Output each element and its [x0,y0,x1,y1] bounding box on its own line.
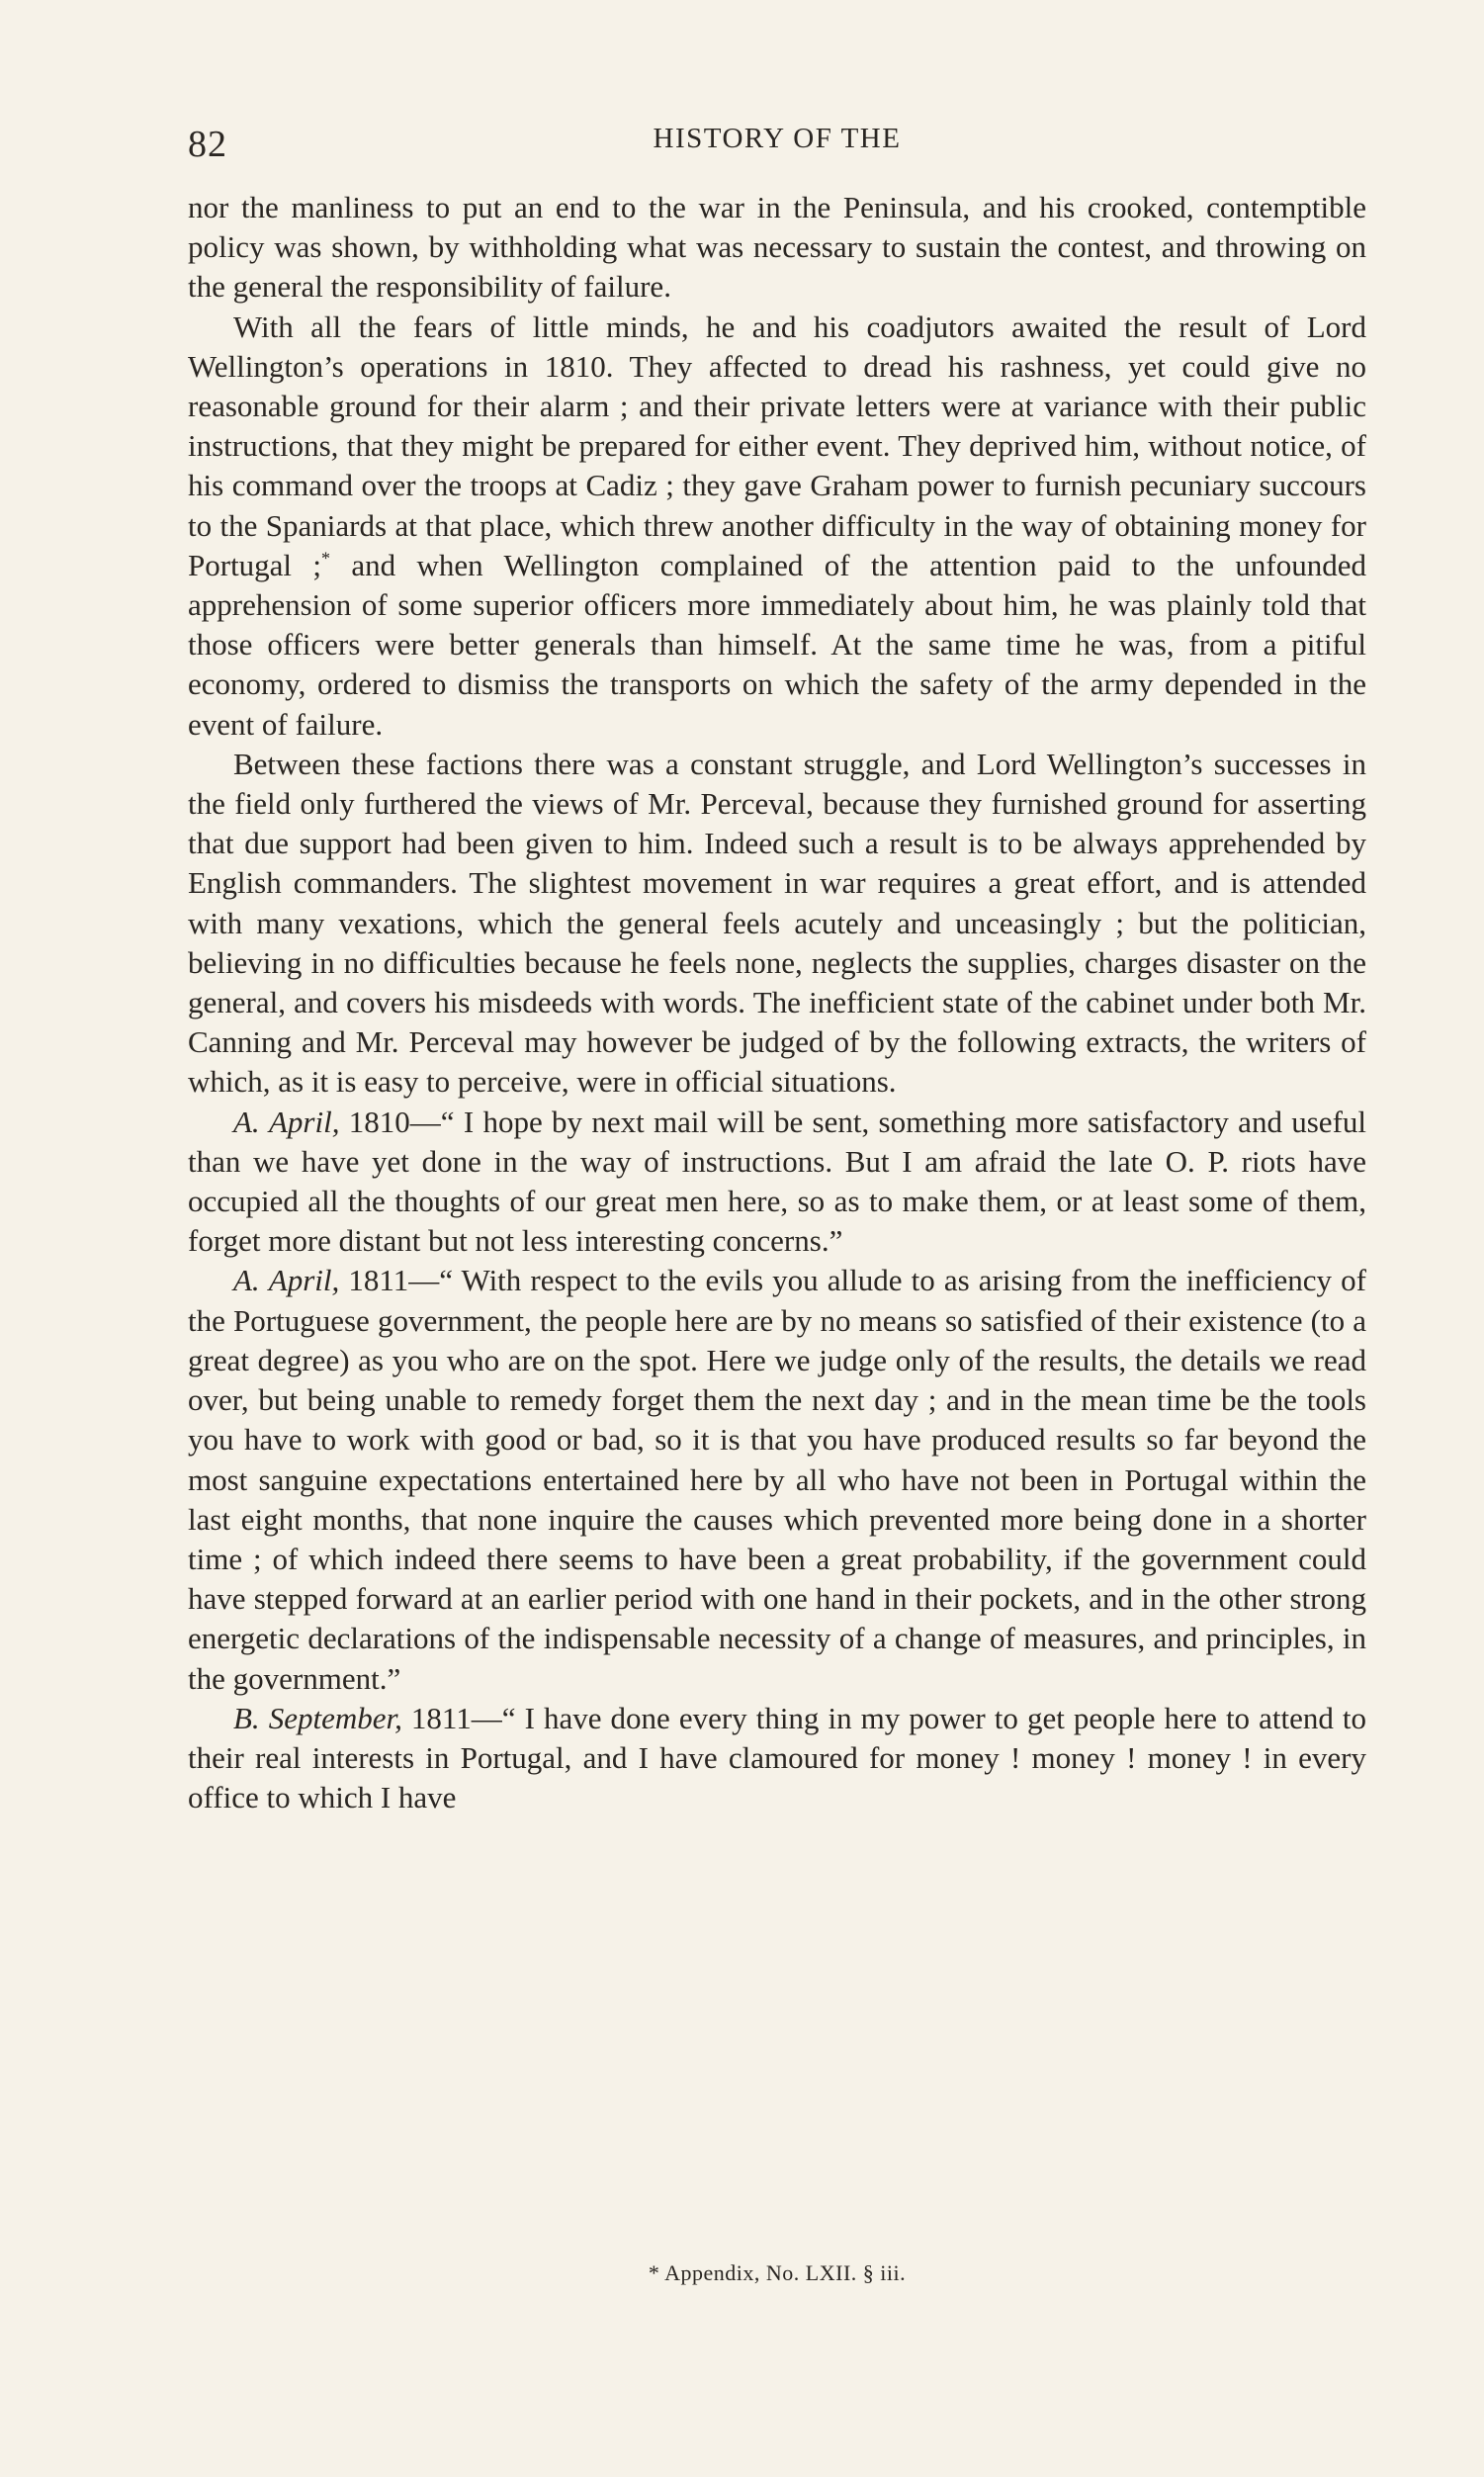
paragraph [188,745,1366,1103]
page-header [188,117,1366,166]
paragraph-text-continued: and when Wellington complained of the attention paid to the unfounded apprehension of some superior officers more immediately about him, he was plainly told that those officers were better generals than himself. At the same time he was, from a pitiful economy, ordered to dismiss the transports on which the safety of the army depended in the event of failure. [188,547,1366,742]
page-number: 82 [188,124,227,165]
letter-month: April, [268,1263,340,1298]
paragraph-text: nor the manliness to put an end to the war in the Peninsula, and his crooked, contemptible policy was shown, by withholding what was necessary to sustain the contest, and throwing on the general the responsibility of failure. [188,190,1366,305]
paragraph [188,188,1366,308]
letter-signer: A. [233,1263,260,1298]
letter-extract [188,1103,1366,1262]
letter-month: April, [269,1104,340,1139]
letter-extract [188,1699,1366,1818]
letter-signer: A. [233,1104,260,1139]
letter-text: 1811—“ I have done every thing in my power to get people here to attend to their real interests in Portugal, and I have clamoured for money ! money ! money ! in every office to which I have [188,1700,1366,1815]
paragraph-text: Between these factions there was a constant struggle, and Lord Wellington’s successes in the field only furthered the views of Mr. Perceval, because they furnished ground for asserting that due support had been given to him. Indeed such a result is to be always apprehended by English commanders. The slightest movement in war requires a great effort, and is attended with many vexations, which the general feels acutely and unceasingly ; but the politician, believing in no difficulties because he feels none, neglects the supplies, charges disaster on the general, and covers his misdeeds with words. The inefficient state of the cabinet under both Mr. Canning and Mr. Perceval may however be judged of by the following extracts, the writers of which, as it is easy to perceive, were in official situations. [188,746,1366,1100]
footnote-reference: * [321,548,331,569]
paragraph [188,308,1366,745]
letter-text: 1810—“ I hope by next mail will be sent, something more satisfactory and useful than we have yet done in the way of instructions. But I am afraid the late O. P. riots have occupied all the thoughts of our great men here, so as to make them, or at least some of them, forget more distant but not less interesting concerns.” [188,1104,1367,1259]
body-text [188,188,1366,1817]
running-title: HISTORY OF THE [653,123,902,154]
letter-text: 1811—“ With respect to the evils you allude to as arising from the inefficiency of the Portuguese government, the people here are by no means so satisfied of their existence (to a great degree) as you who are on the spot. Here we judge only of the results, the details we read over, but being unable to remedy forget them the next day ; and in the mean time be the tools you have to work with good or bad, so it is that you have produced results so far beyond the most sanguine expectations entertained here by all who have not been in Portugal within the last eight months, that none inquire the causes which prevented more being done in a shorter time ; of which indeed there seems to have been a great probability, if the government could have stepped forward at an earlier period with one hand in their pockets, and in the other strong energetic declarations of the indispensable necessity of a change of measures, and principles, in the government.” [188,1263,1366,1696]
letter-signer: B. [233,1700,260,1735]
paragraph-text: With all the fears of little minds, he and his coadjutors awaited the result of Lord Wellington’s operations in 1810. They affected to dread his rashness, yet could give no reasonable ground for their alarm ; and their private letters were at variance with their public instructions, that they might be prepared for either event. They deprived him, without notice, of his command over the troops at Cadiz ; they gave Graham power to furnish pecuniary succours to the Spaniards at that place, which threw another difficulty in the way of obtaining money for Portugal ; [188,309,1366,582]
letter-month: September, [268,1700,402,1735]
letter-extract [188,1261,1366,1698]
footnote: * Appendix, No. LXII. § iii. [648,2260,907,2285]
